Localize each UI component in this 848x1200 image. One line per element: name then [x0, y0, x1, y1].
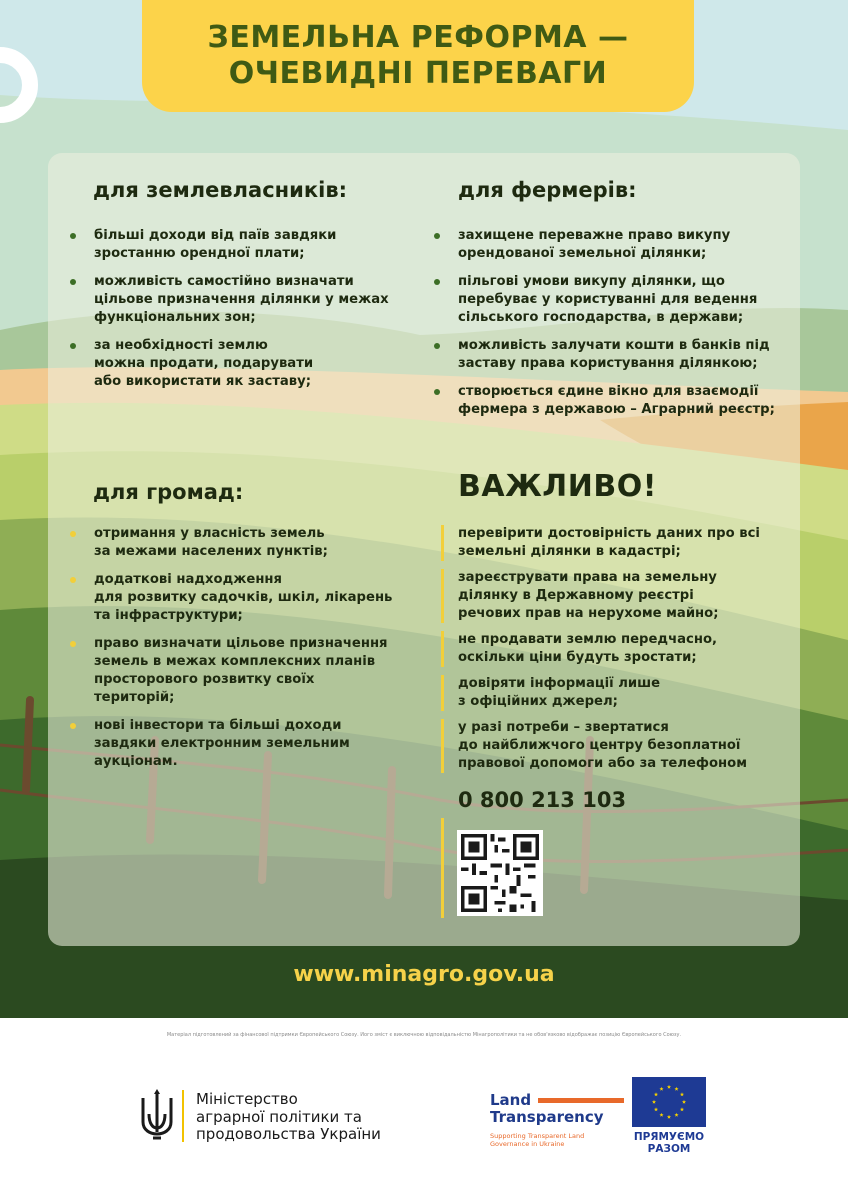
- list-item-line: речових прав на нерухоме майно;: [458, 606, 719, 621]
- list-item-line: сільського господарства, в держави;: [458, 310, 744, 325]
- list-item-line: земельні ділянки в кадастрі;: [458, 544, 681, 559]
- list-item-line: у разі потреби – звертатися: [458, 720, 669, 735]
- list-item-line: захищене переважне право викупу: [458, 228, 731, 243]
- important-item: [441, 675, 791, 711]
- title-line-1: ЗЕМЕЛЬНА РЕФОРМА —: [207, 20, 629, 55]
- community-benefit-item: [70, 717, 410, 771]
- list-item-line: додаткові надходження: [94, 572, 283, 587]
- communities-heading: для громад:: [93, 480, 244, 504]
- list-item-line: цільове призначення ділянки у межах: [94, 292, 389, 307]
- farmer-benefit-item: [434, 383, 794, 419]
- lt-orange-bar: [538, 1098, 624, 1103]
- qr-code-icon[interactable]: [457, 830, 543, 916]
- important-item: [441, 525, 791, 561]
- farmers-heading: для фермерів:: [458, 178, 637, 202]
- list-item-line: можливість самостійно визначати: [94, 274, 354, 289]
- list-item-line: функціональних зон;: [94, 310, 256, 325]
- eu-star: [659, 1113, 663, 1117]
- list-item-line: пільгові умови викупу ділянки, що: [458, 274, 725, 289]
- eu-star: [667, 1115, 671, 1119]
- title-line-2: ОЧЕВИДНІ ПЕРЕВАГИ: [228, 56, 608, 91]
- eu-star: [680, 1092, 684, 1096]
- list-item-line: більші доходи від паїв завдяки: [94, 228, 337, 243]
- list-item-line: нові інвестори та більші доходи: [94, 718, 342, 733]
- list-item-line: правової допомоги або за телефоном: [458, 756, 748, 771]
- eu-star: [654, 1107, 658, 1111]
- lt-sub-line-2: Governance in Ukraine: [490, 1140, 565, 1148]
- list-item-line: територій;: [94, 690, 175, 705]
- list-item-line: аукціонам.: [94, 754, 178, 769]
- eu-motto-line-1: ПРЯМУЄМО: [633, 1131, 705, 1143]
- trident-emblem-icon: [140, 1088, 174, 1144]
- list-item-line: оскільки ціни будуть зростати;: [458, 650, 697, 665]
- list-item-line: для розвитку садочків, шкіл, лікарень: [94, 590, 393, 605]
- eu-flag-icon: [632, 1077, 706, 1127]
- landowner-benefit-item: [70, 273, 410, 327]
- lt-word-land: Land: [490, 1091, 532, 1109]
- ministry-line-2: аграрної політики та: [196, 1107, 362, 1126]
- communities-list: [70, 525, 410, 781]
- community-benefit-item: [70, 571, 410, 625]
- lt-sub-line-1: Supporting Transparent Land: [490, 1132, 585, 1140]
- list-item-line: перевірити достовірність даних про всі: [458, 526, 760, 541]
- community-benefit-item: [70, 635, 410, 707]
- list-item-line: отримання у власність земель: [94, 526, 325, 541]
- list-item-line: фермера з державою – Аграрний реєстр;: [458, 402, 775, 417]
- eu-star: [682, 1100, 686, 1104]
- landowner-benefit-item: [70, 337, 410, 391]
- qr-accent-strip: [441, 818, 444, 918]
- list-item-line: за межами населених пунктів;: [94, 544, 328, 559]
- landowners-heading: для землевласників:: [93, 178, 348, 202]
- list-item-line: завдяки електронним земельним: [94, 736, 350, 751]
- eu-motto-line-2: РАЗОМ: [647, 1143, 691, 1155]
- website-link[interactable]: www.minagro.gov.ua: [293, 962, 555, 987]
- list-item-line: з офіційних джерел;: [458, 694, 618, 709]
- eu-star: [652, 1100, 656, 1104]
- list-item-line: або використати як заставу;: [94, 374, 312, 389]
- ministry-divider: [182, 1090, 184, 1142]
- list-item-line: право визначати цільове призначення: [94, 636, 388, 651]
- lt-word-transparency: Transparency: [490, 1108, 604, 1126]
- important-item: [441, 569, 791, 623]
- list-item-line: можна продати, подарувати: [94, 356, 314, 371]
- community-benefit-item: [70, 525, 410, 561]
- list-item-line: до найближчого центру безоплатної: [458, 738, 741, 753]
- ministry-name: [196, 1091, 381, 1144]
- list-item-line: можливість залучати кошти в банків під: [458, 338, 770, 353]
- list-item-line: та інфраструктури;: [94, 608, 243, 623]
- eu-star: [680, 1107, 684, 1111]
- eu-star: [667, 1085, 671, 1089]
- landowner-benefit-item: [70, 227, 410, 263]
- phone-number: 0 800 213 103: [458, 788, 627, 812]
- list-item-line: ділянку в Державному реєстрі: [458, 588, 694, 603]
- list-item-line: земель в межах комплексних планів: [94, 654, 376, 669]
- farmer-benefit-item: [434, 337, 794, 373]
- ministry-line-3: продовольства України: [196, 1125, 381, 1143]
- important-item: [441, 631, 791, 667]
- list-item-line: за необхідності землю: [94, 338, 268, 353]
- lt-subtitle: [490, 1132, 584, 1148]
- list-item-line: просторового розвитку своїх: [94, 672, 315, 687]
- list-item-line: створюється єдине вікно для взаємодії: [458, 384, 759, 399]
- eu-star: [654, 1092, 658, 1096]
- landowners-list: [70, 227, 410, 401]
- eu-star: [659, 1087, 663, 1091]
- eu-star: [674, 1087, 678, 1091]
- list-item-line: заставу права користування ділянкою;: [458, 356, 758, 371]
- list-item-line: зареєструвати права на земельну: [458, 570, 717, 585]
- title-banner: [142, 0, 694, 112]
- farmer-benefit-item: [434, 227, 794, 263]
- farmer-benefit-item: [434, 273, 794, 327]
- list-item-line: орендованої земельної ділянки;: [458, 246, 707, 261]
- important-list: [441, 525, 791, 781]
- list-item-line: не продавати землю передчасно,: [458, 632, 718, 647]
- ministry-line-1: Міністерство: [196, 1090, 298, 1108]
- list-item-line: довіряти інформації лише: [458, 676, 661, 691]
- eu-motto: [628, 1131, 710, 1155]
- important-heading: ВАЖЛИВО!: [458, 469, 657, 504]
- eu-star: [674, 1113, 678, 1117]
- farmers-list: [434, 227, 794, 429]
- important-item: [441, 719, 791, 773]
- disclaimer-text: Матеріал підготовлений за фінансової підтримки Європейського Союзу. Його зміст є виключною відповідальністю Мінагрополітики та не обов'язково відображає позицію Європейського Союзу.: [166, 1032, 682, 1038]
- list-item-line: зростанню орендної плати;: [94, 246, 305, 261]
- list-item-line: перебуває у користуванні для ведення: [458, 292, 758, 307]
